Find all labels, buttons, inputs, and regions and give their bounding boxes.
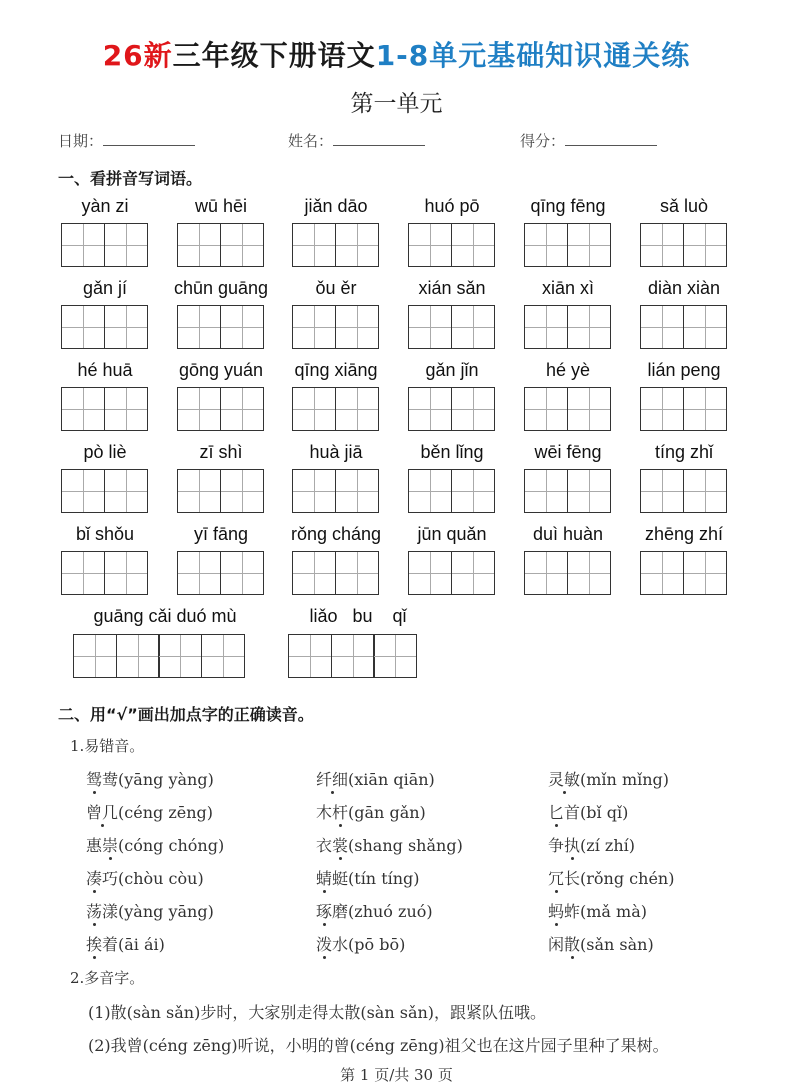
pronunciation-item[interactable] [316, 767, 435, 790]
pinyin-label: gōng yuán [178, 360, 264, 380]
writing-box[interactable] [408, 305, 495, 349]
pinyin-label: rǒng cháng [290, 524, 382, 544]
writing-cell[interactable] [177, 387, 221, 431]
pinyin-label: běn lǐng [420, 442, 484, 462]
dotted-character: 散 [564, 935, 581, 954]
pinyin-label: bǐ shǒu [75, 524, 135, 544]
title-part-units: 1-8单元基础知识通关练 [375, 39, 691, 72]
pinyin-label: huà jiā [309, 442, 363, 462]
pronunciation-item[interactable] [548, 767, 669, 790]
writing-box[interactable] [524, 551, 611, 595]
dotted-character: 杆 [332, 803, 349, 822]
writing-box[interactable] [640, 387, 727, 431]
writing-cell[interactable] [683, 223, 727, 267]
pinyin-label: ǒu ěr [315, 278, 357, 298]
dotted-character: 裳 [332, 836, 349, 855]
pronunciation-item[interactable] [86, 833, 224, 856]
pinyin-label: sǎ luò [659, 196, 709, 216]
writing-cell[interactable] [683, 551, 727, 595]
score-label: 得分： [520, 132, 566, 150]
writing-cell[interactable] [158, 634, 202, 678]
pronunciation-item[interactable] [548, 932, 654, 955]
pronunciation-item[interactable] [548, 899, 647, 922]
writing-cell[interactable] [104, 305, 148, 349]
writing-cell[interactable] [451, 305, 495, 349]
score-blank[interactable] [565, 131, 657, 146]
pinyin-label: jiǎn dāo [304, 196, 368, 216]
writing-cell[interactable] [408, 305, 452, 349]
writing-cell[interactable] [408, 469, 452, 513]
dotted-character: 挨 [86, 935, 103, 954]
pronunciation-item[interactable] [86, 767, 214, 790]
dotted-character: 荡 [86, 902, 103, 921]
pinyin-label: qīng fēng [530, 196, 606, 216]
writing-cell[interactable] [524, 223, 568, 267]
writing-cell[interactable] [177, 223, 221, 267]
writing-box[interactable] [292, 387, 379, 431]
writing-box[interactable] [292, 469, 379, 513]
writing-box[interactable] [408, 387, 495, 431]
pinyin-label: gǎn jí [82, 278, 128, 298]
pinyin-label-long: liǎo bu qǐ [309, 606, 407, 626]
item-text-pre: 争 [548, 836, 565, 855]
dotted-character: 匕 [548, 803, 565, 822]
writing-cell[interactable] [177, 305, 221, 349]
writing-cell[interactable] [640, 551, 684, 595]
subsection-1-label: 1.易错音。 [70, 737, 145, 755]
writing-box[interactable] [292, 551, 379, 595]
pronunciation-item[interactable] [86, 800, 213, 823]
item-text-post: 着(āi ái) [102, 935, 165, 954]
item-text-post: 漾(yàng yāng) [102, 902, 214, 921]
title-part-grade: 三年级下册语文 [172, 39, 376, 72]
dotted-character: 鸳 [86, 770, 103, 789]
writing-cell[interactable] [104, 551, 148, 595]
item-text-pre: 灵 [548, 770, 565, 789]
item-text-post: 细(xiān qiān) [332, 770, 435, 789]
pinyin-label: yàn zi [81, 196, 129, 216]
dotted-character: 泼 [316, 935, 333, 954]
item-text-post: 长(rǒng chén) [564, 869, 675, 888]
pinyin-label: duì huàn [532, 524, 604, 544]
dotted-character: 蚂 [548, 902, 565, 921]
item-text-pre: 曾 [86, 803, 103, 822]
section2-heading: 二、用“√”画出加点字的正确读音。 [58, 705, 314, 724]
writing-cell[interactable] [567, 551, 611, 595]
writing-box[interactable] [640, 551, 727, 595]
writing-cell[interactable] [220, 387, 264, 431]
pinyin-label: huó pō [424, 196, 480, 216]
writing-cell[interactable] [220, 305, 264, 349]
writing-cell[interactable] [220, 223, 264, 267]
sentence-1: (1)散(sàn sǎn)步时，大家别走得太散(sàn sǎn)，跟紧队伍哦。 [88, 1003, 547, 1022]
writing-cell[interactable] [292, 387, 336, 431]
item-text-pre: 纤 [316, 770, 333, 789]
item-text-post: (cóng chóng) [118, 836, 225, 855]
writing-cell[interactable] [451, 469, 495, 513]
pinyin-label: diàn xiàn [647, 278, 721, 298]
writing-cell[interactable] [567, 223, 611, 267]
writing-cell[interactable] [61, 387, 105, 431]
writing-cell[interactable] [292, 223, 336, 267]
writing-cell[interactable] [177, 469, 221, 513]
writing-cell[interactable] [104, 469, 148, 513]
item-text-post: 敏(mǐn mǐng) [564, 770, 670, 789]
pinyin-label: wēi fēng [534, 442, 602, 462]
writing-cell[interactable] [335, 387, 379, 431]
writing-cell[interactable] [292, 305, 336, 349]
writing-cell[interactable] [524, 469, 568, 513]
name-blank[interactable] [333, 131, 425, 146]
date-label: 日期： [58, 132, 104, 150]
pinyin-label: lián peng [647, 360, 721, 380]
writing-cell[interactable] [408, 551, 452, 595]
pronunciation-item[interactable] [316, 833, 463, 856]
pronunciation-item[interactable] [316, 866, 420, 889]
writing-box[interactable] [177, 551, 264, 595]
writing-cell[interactable] [524, 387, 568, 431]
writing-cell[interactable] [335, 551, 379, 595]
item-text-pre: 惠 [86, 836, 103, 855]
score-field [520, 130, 657, 151]
writing-box[interactable] [177, 387, 264, 431]
dotted-character: 蜻 [316, 869, 333, 888]
page-footer: 第 1 页/共 30 页 [340, 1066, 453, 1084]
writing-box[interactable] [177, 305, 264, 349]
writing-box[interactable] [408, 551, 495, 595]
writing-cell[interactable] [640, 469, 684, 513]
pinyin-label: gǎn jǐn [425, 360, 479, 380]
writing-box[interactable] [408, 469, 495, 513]
item-text-post: 几(céng zēng) [102, 803, 214, 822]
item-text-post: (sǎn sàn) [580, 935, 654, 954]
dotted-character: 琢 [316, 902, 333, 921]
pronunciation-item[interactable] [316, 899, 433, 922]
writing-box[interactable] [61, 469, 148, 513]
writing-cell[interactable] [567, 387, 611, 431]
date-field [58, 130, 195, 151]
title-part-year: 26新 [102, 39, 173, 72]
item-text-pre: 木 [316, 803, 333, 822]
item-text-post: 巧(chòu còu) [102, 869, 204, 888]
writing-cell[interactable] [567, 305, 611, 349]
pinyin-label: wū hēi [194, 196, 248, 216]
pinyin-label: qīng xiāng [294, 360, 378, 380]
writing-cell[interactable] [61, 305, 105, 349]
writing-cell[interactable] [331, 634, 375, 678]
item-text-post: (gān gǎn) [348, 803, 426, 822]
writing-cell[interactable] [567, 469, 611, 513]
writing-cell[interactable] [292, 551, 336, 595]
name-label: 姓名： [288, 132, 334, 150]
writing-cell[interactable] [524, 305, 568, 349]
dotted-character: 崇 [102, 836, 119, 855]
writing-cell[interactable] [373, 634, 417, 678]
writing-box-4char[interactable] [73, 634, 245, 678]
writing-box[interactable] [408, 223, 495, 267]
pinyin-label-long: guāng cǎi duó mù [93, 606, 237, 626]
writing-box[interactable] [292, 305, 379, 349]
item-text-pre: 闲 [548, 935, 565, 954]
writing-cell[interactable] [61, 223, 105, 267]
writing-box[interactable] [524, 387, 611, 431]
writing-cell[interactable] [220, 551, 264, 595]
item-text-post: (shang shǎng) [348, 836, 463, 855]
writing-box[interactable] [524, 223, 611, 267]
writing-cell[interactable] [335, 223, 379, 267]
dotted-character: 执 [564, 836, 581, 855]
writing-cell[interactable] [683, 387, 727, 431]
item-text-post: 磨(zhuó zuó) [332, 902, 433, 921]
item-text-post: 水(pō bō) [332, 935, 406, 954]
writing-cell[interactable] [220, 469, 264, 513]
writing-box[interactable] [640, 223, 727, 267]
subsection-2-label: 2.多音字。 [70, 969, 145, 987]
writing-cell[interactable] [640, 305, 684, 349]
item-text-post: 鸯(yāng yàng) [102, 770, 214, 789]
pronunciation-item[interactable] [548, 866, 674, 889]
writing-box[interactable] [524, 469, 611, 513]
pinyin-label: pò liè [83, 442, 127, 462]
writing-cell[interactable] [61, 551, 105, 595]
writing-box[interactable] [640, 305, 727, 349]
writing-cell[interactable] [177, 551, 221, 595]
pinyin-label: zī shì [199, 442, 243, 462]
writing-cell[interactable] [116, 634, 160, 678]
writing-cell[interactable] [335, 305, 379, 349]
pronunciation-item[interactable] [86, 899, 214, 922]
writing-cell[interactable] [104, 223, 148, 267]
writing-cell[interactable] [201, 634, 245, 678]
item-text-post: 首(bǐ qǐ) [564, 803, 629, 822]
writing-cell[interactable] [683, 305, 727, 349]
pinyin-label: chūn guāng [173, 278, 269, 298]
writing-box[interactable] [524, 305, 611, 349]
writing-cell[interactable] [61, 469, 105, 513]
pinyin-label: zhēng zhí [644, 524, 724, 544]
item-text-post: 蚱(mǎ mà) [564, 902, 648, 921]
pronunciation-item[interactable] [316, 800, 426, 823]
writing-cell[interactable] [683, 469, 727, 513]
writing-cell[interactable] [640, 387, 684, 431]
writing-cell[interactable] [335, 469, 379, 513]
writing-box[interactable] [177, 223, 264, 267]
pronunciation-item[interactable] [316, 932, 405, 955]
writing-cell[interactable] [288, 634, 332, 678]
writing-cell[interactable] [73, 634, 117, 678]
pinyin-label: jūn quǎn [417, 524, 487, 544]
page-title [0, 34, 793, 74]
pronunciation-item[interactable] [548, 800, 628, 823]
writing-box[interactable] [61, 387, 148, 431]
date-blank[interactable] [103, 131, 195, 146]
writing-cell[interactable] [292, 469, 336, 513]
pinyin-label: tíng zhǐ [654, 442, 714, 462]
pinyin-label: xián sǎn [418, 278, 486, 298]
writing-box[interactable] [177, 469, 264, 513]
unit-subtitle: 第一单元 [350, 91, 443, 117]
writing-cell[interactable] [408, 223, 452, 267]
writing-box[interactable] [61, 223, 148, 267]
dotted-character: 凑 [86, 869, 103, 888]
writing-box[interactable] [61, 551, 148, 595]
writing-cell[interactable] [408, 387, 452, 431]
writing-box[interactable] [61, 305, 148, 349]
sentence-2: (2)我曾(céng zēng)听说，小明的曾(céng zēng)祖父也在这片园子里种了果树。 [88, 1036, 669, 1055]
writing-box[interactable] [292, 223, 379, 267]
dotted-character: 冗 [548, 869, 565, 888]
writing-box[interactable] [640, 469, 727, 513]
writing-cell[interactable] [451, 223, 495, 267]
pinyin-label: yī fāng [193, 524, 249, 544]
writing-cell[interactable] [640, 223, 684, 267]
pronunciation-item[interactable] [86, 866, 204, 889]
writing-cell[interactable] [104, 387, 148, 431]
writing-cell[interactable] [524, 551, 568, 595]
pronunciation-item[interactable] [548, 833, 635, 856]
item-text-post: 蜓(tín tíng) [332, 869, 420, 888]
item-text-pre: 衣 [316, 836, 333, 855]
writing-box-3char[interactable] [288, 634, 417, 678]
pinyin-label: hé huā [77, 360, 133, 380]
section1-heading: 一、看拼音写词语。 [58, 169, 203, 188]
writing-cell[interactable] [451, 387, 495, 431]
pinyin-label: hé yè [545, 360, 591, 380]
writing-cell[interactable] [451, 551, 495, 595]
item-text-post: (zí zhí) [580, 836, 635, 855]
name-field [288, 130, 425, 151]
pronunciation-item[interactable] [86, 932, 165, 955]
pinyin-label: xiān xì [541, 278, 595, 298]
